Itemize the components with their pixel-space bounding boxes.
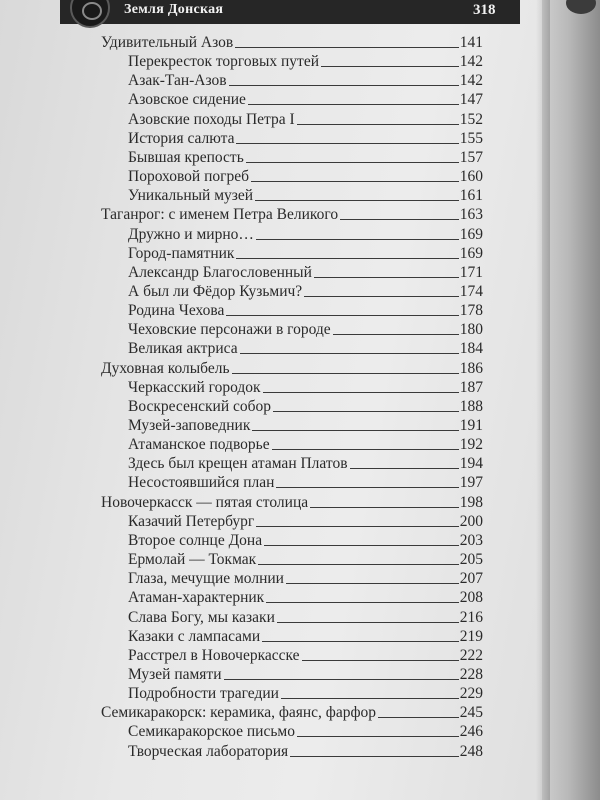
toc-entry-page: 163 [459, 206, 483, 224]
toc-leader-line [297, 123, 459, 125]
toc-leader-line [302, 659, 459, 661]
toc-subsection-entry [128, 415, 483, 435]
toc-subsection-entry [128, 549, 483, 569]
toc-entry-title: Здесь был крещен атаман Платов [128, 455, 348, 473]
toc-entry-page: 191 [459, 417, 483, 434]
toc-entry-title: Великая актриса [128, 340, 238, 358]
toc-entry-page: 187 [459, 378, 483, 396]
adjacent-page-edge [542, 0, 600, 800]
toc-entry-page: 157 [459, 148, 483, 166]
toc-entry-title: Глаза, мечущие молнии [128, 570, 284, 588]
toc-entry-page: 200 [459, 512, 483, 530]
toc-subsection-entry [128, 166, 483, 186]
toc-entry-title: Музей-заповедник [128, 417, 251, 434]
toc-leader-line [236, 257, 458, 259]
toc-subsection-entry [128, 377, 483, 397]
toc-leader-line [281, 697, 459, 699]
toc-leader-line [297, 735, 459, 737]
toc-leader-line [252, 429, 458, 431]
toc-entry-page: 245 [459, 704, 483, 722]
toc-entry-title: Казачий Петербург [128, 512, 255, 530]
page-gutter-shadow [536, 0, 550, 800]
toc-subsection-entry [128, 300, 483, 320]
toc-leader-line [277, 621, 459, 623]
toc-entry-page: 198 [459, 493, 483, 511]
toc-entry-title: Атаманское подворье [128, 436, 270, 454]
toc-subsection-entry [128, 185, 483, 205]
toc-entry-page: 178 [459, 302, 483, 320]
toc-entry-title: Творческая лаборатория [128, 742, 289, 760]
toc-leader-line [224, 678, 459, 680]
toc-leader-line [262, 640, 459, 642]
toc-subsection-entry [128, 683, 483, 703]
toc-entry-title: Семикаракорск: керамика, фаянс, фарфор [101, 704, 377, 722]
toc-entry-title: А был ли Фёдор Кузьмич? [128, 282, 303, 300]
toc-entry-page: 184 [459, 340, 483, 358]
toc-entry-title: Уникальный музей [128, 187, 254, 205]
toc-entry-page: 248 [459, 742, 483, 760]
running-header-title: Земля Донская [124, 2, 224, 17]
toc-entry-page: 141 [459, 34, 483, 51]
toc-subsection-entry [128, 109, 483, 129]
toc-entry-title: Ермолай — Токмак [128, 551, 257, 569]
toc-leader-line [226, 314, 458, 316]
toc-subsection-entry [128, 281, 483, 301]
toc-leader-line [272, 448, 459, 450]
toc-leader-line [263, 391, 459, 393]
page-number: 318 [473, 2, 496, 18]
toc-entry-title: Азак-Тан-Азов [128, 72, 227, 90]
toc-entry-page: 192 [459, 436, 483, 454]
toc-entry-title: Чеховские персонажи в городе [128, 321, 331, 339]
toc-entry-title: Атаман-характерник [128, 589, 265, 607]
toc-entry-page: 155 [459, 129, 483, 147]
toc-subsection-entry [128, 741, 483, 761]
toc-entry-page: 152 [459, 110, 483, 128]
toc-entry-page: 161 [459, 187, 483, 205]
toc-entry-page: 222 [459, 646, 483, 664]
toc-leader-line [310, 506, 459, 508]
toc-entry-page: 219 [459, 627, 483, 645]
toc-subsection-entry [128, 51, 483, 71]
toc-subsection-entry [128, 511, 483, 531]
toc-subsection-entry [128, 224, 483, 244]
toc-leader-line [321, 65, 459, 67]
toc-leader-line [378, 716, 459, 718]
toc-leader-line [314, 276, 459, 278]
toc-subsection-entry [128, 664, 483, 684]
toc-subsection-entry [128, 607, 483, 627]
toc-subsection-entry [128, 434, 483, 454]
toc-subsection-entry [128, 396, 483, 416]
toc-leader-line [304, 295, 459, 297]
toc-section-entry [101, 204, 483, 224]
toc-subsection-entry [128, 262, 483, 282]
toc-leader-line [276, 486, 458, 488]
toc-entry-page: 194 [459, 455, 483, 473]
toc-entry-title: Расстрел в Новочеркасске [128, 646, 300, 664]
toc-leader-line [273, 410, 459, 412]
toc-entry-page: 169 [459, 244, 483, 262]
toc-entry-title: История салюта [128, 129, 235, 147]
toc-entry-page: 180 [459, 321, 483, 339]
toc-entry-page: 228 [459, 665, 483, 683]
toc-leader-line [251, 180, 459, 182]
toc-entry-title: Азовское сидение [128, 91, 246, 109]
toc-entry-title: Семикаракорское письмо [128, 723, 295, 741]
toc-leader-line [256, 238, 459, 240]
toc-entry-title: Азовские походы Петра I [128, 110, 295, 128]
toc-leader-line [266, 601, 459, 603]
toc-entry-page: 203 [459, 531, 483, 549]
toc-leader-line [229, 84, 459, 86]
toc-subsection-entry [128, 319, 483, 339]
toc-entry-page: 207 [459, 570, 483, 588]
toc-entry-page: 147 [459, 91, 483, 109]
toc-subsection-entry [128, 530, 483, 550]
toc-entry-title: Удивительный Азов [101, 34, 234, 51]
toc-subsection-entry [128, 338, 483, 358]
toc-entry-title: Таганрог: с именем Петра Великого [101, 206, 339, 224]
toc-entry-title: Родина Чехова [128, 302, 225, 320]
toc-entry-title: Александр Благословенный [128, 263, 312, 281]
toc-subsection-entry [128, 587, 483, 607]
toc-leader-line [350, 467, 459, 469]
toc-leader-line [235, 46, 459, 48]
toc-subsection-entry [128, 147, 483, 167]
toc-subsection-entry [128, 568, 483, 588]
toc-entry-title: Казаки с лампасами [128, 627, 261, 645]
toc-entry-title: Второе солнце Дона [128, 531, 263, 549]
toc-entry-title: Слава Богу, мы казаки [128, 608, 275, 626]
toc-leader-line [290, 755, 459, 757]
toc-leader-line [264, 544, 459, 546]
toc-entry-page: 142 [459, 72, 483, 90]
toc-leader-line [246, 161, 459, 163]
toc-leader-line [333, 333, 459, 335]
toc-leader-line [340, 218, 459, 220]
toc-entry-page: 205 [459, 551, 483, 569]
toc-leader-line [286, 582, 459, 584]
toc-entry-title: Несостоявшийся план [128, 474, 275, 492]
toc-subsection-entry [128, 453, 483, 473]
toc-subsection-entry [128, 472, 483, 492]
toc-entry-title: Черкасский городок [128, 378, 261, 396]
toc-entry-title: Духовная колыбель [101, 359, 230, 377]
toc-entry-page: 229 [459, 685, 483, 703]
toc-entry-page: 174 [459, 282, 483, 300]
toc-subsection-entry [128, 243, 483, 263]
toc-section-entry [101, 32, 483, 52]
toc-leader-line [258, 563, 459, 565]
toc-entry-page: 169 [459, 225, 483, 243]
toc-subsection-entry [128, 626, 483, 646]
toc-entry-page: 188 [459, 397, 483, 415]
toc-entry-title: Перекресток торговых путей [128, 53, 319, 71]
toc-entry-page: 216 [459, 608, 483, 626]
toc-entry-title: Новочеркасск — пятая столица [101, 493, 309, 511]
toc-leader-line [255, 199, 459, 201]
toc-entry-title: Подробности трагедии [128, 685, 279, 703]
toc-entry-title: Дружно и мирно… [128, 225, 254, 243]
toc-section-entry [101, 358, 483, 378]
toc-entry-title: Воскресенский собор [128, 397, 272, 415]
toc-entry-page: 160 [459, 168, 483, 186]
toc-entry-page: 186 [459, 359, 483, 377]
toc-leader-line [256, 525, 458, 527]
toc-entry-title: Бывшая крепость [128, 148, 244, 166]
toc-entry-page: 246 [459, 723, 483, 741]
toc-subsection-entry [128, 721, 483, 741]
toc-subsection-entry [128, 70, 483, 90]
toc-entry-title: Пороховой погреб [128, 168, 250, 186]
toc-leader-line [236, 142, 458, 144]
toc-entry-page: 197 [459, 474, 483, 492]
toc-subsection-entry [128, 89, 483, 109]
toc-entry-title: Город-памятник [128, 244, 235, 262]
toc-section-entry [101, 702, 483, 722]
toc-subsection-entry [128, 128, 483, 148]
toc-entry-page: 171 [459, 263, 483, 281]
toc-leader-line [232, 372, 459, 374]
toc-subsection-entry [128, 645, 483, 665]
toc-entry-title: Музей памяти [128, 665, 222, 683]
toc-entry-page: 208 [459, 589, 483, 607]
toc-section-entry [101, 492, 483, 512]
toc-leader-line [240, 352, 459, 354]
toc-entry-page: 142 [459, 53, 483, 71]
toc-leader-line [248, 103, 459, 105]
